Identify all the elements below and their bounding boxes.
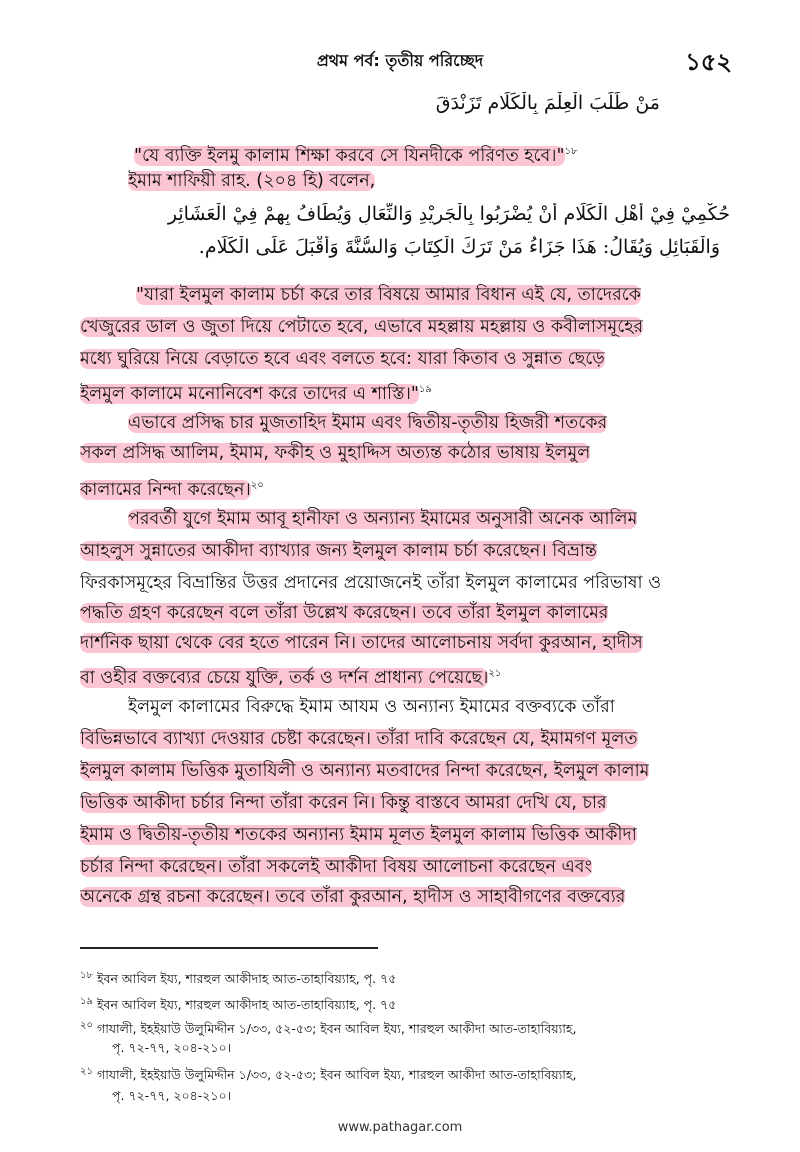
text-line [128, 410, 607, 437]
highlighted-text: পদ্ধতি গ্রহণ করেছেন বলে তাঁরা উল্লেখ করেছেন। তবে তাঁরা ইলমুল কালামের [80, 603, 609, 623]
page-header [0, 44, 800, 78]
highlighted-text: বিভিন্নভাবে ব্যাখ্যা দেওয়ার চেষ্টা করেছেন। তাঁরা দাবি করেছেন যে, ইমামগণ মূলত [80, 729, 638, 749]
plain-text: ইলমুল কালামের বিরুদ্ধে ইমাম আযম ও অন্যান্য ইমামের বক্তব্যকে তাঁরা [128, 697, 615, 717]
text-line [80, 726, 638, 753]
highlighted-text: ইমাম শাফিয়ী রাহ. (২০৪ হি) বলেন, [128, 171, 376, 191]
highlighted-text: আহলুস সুন্নাতের আকীদা ব্যাখ্যার জন্য ইলমুল কালাম চর্চা করেছেন। বিভ্রান্ত [80, 541, 597, 561]
text-line [80, 538, 597, 565]
highlighted-text: "যে ব্যক্তি ইলমু কালাম শিক্ষা করবে সে যিনদীকে পরিণত হবে।" [134, 145, 565, 166]
text-line [80, 758, 649, 785]
highlighted-text: খেজুরের ডাল ও জুতা দিয়ে পেটাতে হবে, এভাবে মহল্লায় মহল্লায় ও কবীলাসমূহের [80, 317, 644, 337]
footnote-text: ইবন আবিল ইয্য, শারহুল আকীদাহ আত-তাহাবিয়্যাহ, পৃ. ৭৫ [96, 997, 397, 1013]
text-line [80, 630, 643, 657]
text-line [80, 346, 605, 373]
footnote-text: পৃ. ৭২-৭৭, ২০৪-২১০। [112, 1040, 232, 1055]
text-line [80, 570, 661, 597]
text-line [80, 822, 637, 849]
highlighted-text: "যারা ইলমুল কালাম চর্চা করে তার বিষয়ে আমার বিধান এই যে, তাদেরকে [136, 285, 641, 305]
footnote-ref: ১৮ [564, 146, 578, 157]
source-url: www.pathagar.com [337, 1120, 463, 1135]
text-line [80, 790, 607, 817]
footnote-number: ২১ [80, 1066, 93, 1077]
footnote-number: ১৯ [80, 996, 93, 1007]
text-line [80, 600, 608, 627]
highlighted-text: ইলমুল কালাম ভিত্তিক মুতাযিলী ও অন্যান্য মতবাদের নিন্দা করেছেন, ইলমুল কালাম [80, 761, 650, 781]
highlighted-text: কালামের নিন্দা করেছেন। [80, 479, 251, 500]
arabic-quote-1: مَنْ طَلَبَ الْعِلْمَ بِالْكَلَامِ تَزَنْدَقَ [435, 92, 660, 114]
text-line [80, 854, 592, 881]
highlighted-text: চর্চার নিন্দা করেছেন। তাঁরা সকলেই আকীদা বিষয় আলোচনা করেছেন এবং [80, 857, 593, 877]
highlighted-text: এভাবে প্রসিদ্ধ চার মুজতাহিদ ইমাম এবং দ্বিতীয়-তৃতীয় হিজরী শতকের [128, 413, 608, 433]
footnote [80, 994, 740, 1017]
highlighted-text: অনেকে গ্রন্থ রচনা করেছেন। তবে তাঁরা কুরআন, হাদীস ও সাহাবীগণের বক্তব্যের [80, 887, 626, 907]
highlighted-text: ভিত্তিক আকীদা চর্চার নিন্দা তাঁরা করেন নি। কিন্তু বাস্তবে আমরা দেখি যে, চার [80, 793, 607, 813]
text-line [128, 694, 615, 721]
highlighted-text: ইলমুল কালামে মনোনিবেশ করে তাদের এ শাস্তি।" [80, 383, 419, 404]
footnote-continuation [112, 1088, 772, 1108]
chapter-title: প্রথম পর্ব: তৃতীয় পরিচ্ছেদ [316, 51, 484, 70]
footnote-number: ২০ [80, 1020, 94, 1031]
text-line [80, 884, 625, 911]
page-number: ১৫২ [685, 48, 732, 76]
footnote-ref: ২০ [250, 480, 264, 491]
highlighted-text: ইমাম ও দ্বিতীয়-তৃতীয় শতকের অন্যান্য ইমাম মূলত ইলমুল কালাম ভিত্তিক আকীদা [80, 825, 637, 845]
text-line [80, 660, 501, 692]
highlighted-text: বা ওহীর বক্তব্যের চেয়ে যুক্তি, তর্ক ও দর্শন প্রাধান্য পেয়েছে। [80, 667, 489, 688]
footnote [80, 1064, 740, 1087]
footnote-text: গাযালী, ইহইয়াউ উলুমিদ্দীন ১/৩৩, ৫২-৫৩; ইবন আবিল ইয্য, শারহুল আকীদা আত-তাহাবিয়্যাহ, [97, 1067, 577, 1083]
footnote [80, 1018, 740, 1041]
footnote-text: পৃ. ৭২-৭৭, ২০৪-২১০। [112, 1088, 232, 1103]
footnote-number: ১৮ [80, 970, 93, 981]
text-line [80, 376, 432, 408]
footnote [80, 968, 740, 991]
footnote-continuation [112, 1040, 772, 1060]
highlighted-text: দার্শনিক ছায়া থেকে বের হতে পারেন নি। তাদের আলোচনায় সর্বদা কুরআন, হাদীস [80, 633, 643, 653]
plain-text: ফিরকাসমূহের বিভ্রান্তির উত্তর প্রদানের প্রয়োজনেই তাঁরা ইলমুল কালামের পরিভাষা ও [80, 573, 662, 593]
footnote-text: ইবন আবিল ইয্য, শারহুল আকীদাহ আত-তাহাবিয়্যাহ, পৃ. ৭৫ [96, 971, 397, 987]
footnote-ref: ১৯ [418, 384, 432, 395]
footnote-divider [80, 947, 378, 949]
text-line [128, 506, 637, 533]
highlighted-text: মধ্যে ঘুরিয়ে নিয়ে বেড়াতে হবে এবং বলতে হবে: যারা কিতাব ও সুন্নাত ছেড়ে [80, 349, 605, 369]
text-line [80, 472, 264, 504]
text-line [80, 314, 643, 341]
arabic-quote-2: حُكْمِيْ فِيْ أَهْلِ الْكَلَامِ أَنْ يُضْرَبُوا بِالْجَرِيْدِ وَالنِّعَالِ وَيُطَافُ بِهِمْ فِيْ الْعَشَائِرِ [167, 203, 730, 225]
text-line [136, 282, 641, 309]
arabic-quote-3: وَالْقَبَائِلِ وَيُقَالُ: هَذَا جَزَاءُ مَنْ تَرَكَ الْكِتَابَ وَالسُّنَّةَ وَأَقْبَلَ عَلَى الْكَلَامِ. [198, 236, 720, 258]
highlighted-text: পরবর্তী যুগে ইমাম আবূ হানীফা ও অন্যান্য ইমামের অনুসারী অনেক আলিম [128, 509, 638, 529]
footnote-text: গাযালী, ইহইয়াউ উলুমিদ্দীন ১/৩৩, ৫২-৫৩; ইবন আবিল ইয্য, শারহুল আকীদা আত-তাহাবিয়্যাহ, [97, 1021, 577, 1037]
highlighted-text: সকল প্রসিদ্ধ আলিম, ইমাম, ফকীহ ও মুহাদ্দিস অত্যন্ত কঠোর ভাষায় ইলমুল [80, 443, 591, 463]
text-line [134, 138, 578, 170]
text-line [128, 168, 375, 195]
text-line [80, 440, 590, 467]
footnote-ref: ২১ [488, 668, 502, 679]
